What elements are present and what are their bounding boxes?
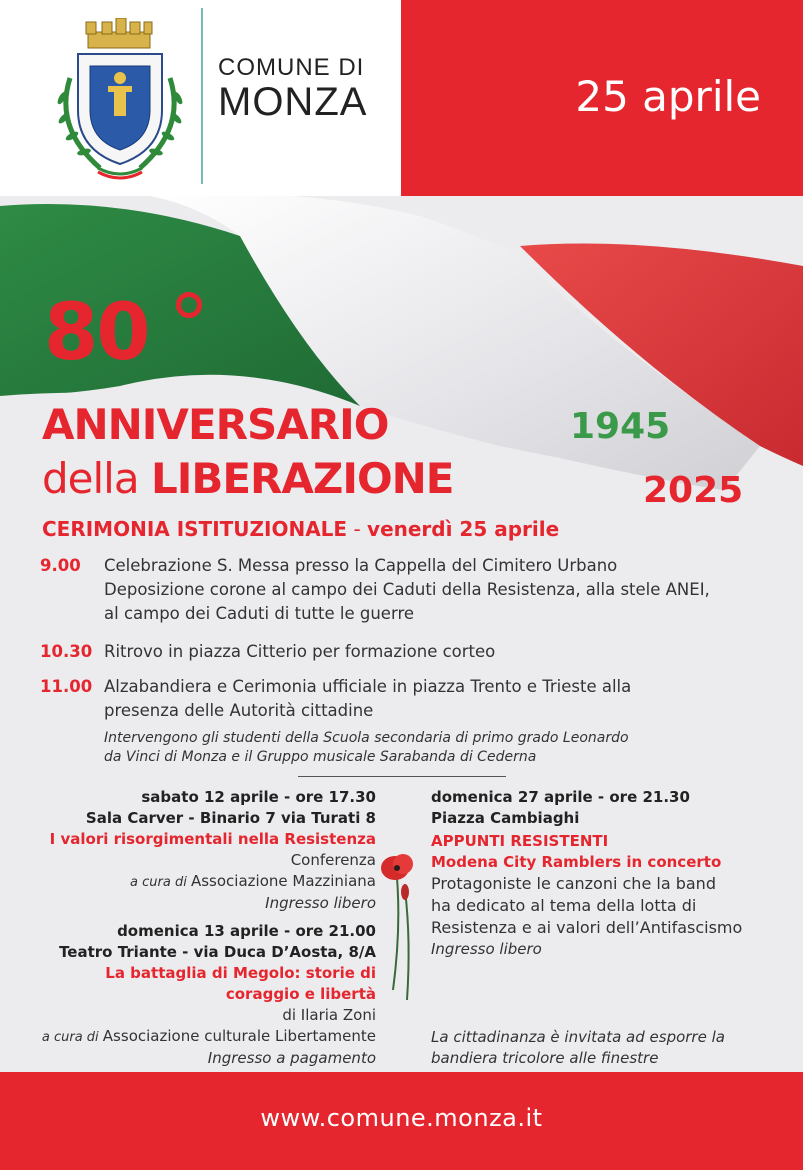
organizer-name: Associazione culturale Libertamente (102, 1027, 376, 1045)
event-subtitle: Modena City Ramblers in concerto (431, 853, 722, 871)
program-line: Deposizione corone al campo dei Caduti della Resistenza, alla stele ANEI, (104, 580, 710, 599)
year-end: 2025 (643, 470, 744, 511)
header-divider (201, 8, 203, 184)
ceremony-heading (42, 517, 559, 541)
title-della: della (42, 454, 151, 503)
date-text: 25 aprile (575, 72, 761, 121)
monza-coat-of-arms-icon (50, 18, 190, 183)
city-name: MONZA (218, 80, 368, 124)
event-entry: Ingresso libero (265, 894, 376, 912)
event-title: APPUNTI RESISTENTI (431, 832, 609, 850)
title-liberazione-bold: LIBERAZIONE (150, 454, 454, 503)
event-date: sabato 12 aprile - ore 17.30 (141, 788, 376, 806)
program-line: al campo dei Caduti di tutte le guerre (104, 604, 415, 623)
organizer-prefix: a cura di (41, 1030, 103, 1045)
title-anniversario: ANNIVERSARIO (42, 400, 389, 449)
program-note (104, 729, 744, 767)
event-type: Conferenza (290, 851, 376, 869)
event-place: Teatro Triante - via Duca D’Aosta, 8/A (59, 943, 376, 961)
event-conference (20, 787, 376, 914)
event-desc-line: ha dedicato al tema della lotta di (431, 896, 697, 915)
event-theatre (20, 921, 376, 1069)
ceremony-label: CERIMONIA ISTITUZIONALE (42, 517, 348, 541)
organizer-name: Associazione Mazziniana (190, 872, 376, 890)
degree-symbol (176, 292, 202, 318)
event-desc-line: Resistenza e ai valori dell’Antifascismo (431, 918, 743, 937)
event-title: La battaglia di Megolo: storie di (105, 964, 376, 982)
event-organizer (20, 1026, 376, 1048)
program-line: presenza delle Autorità cittadine (104, 701, 374, 720)
section-divider (298, 776, 506, 777)
poppy-flower-icon (375, 850, 435, 1010)
program-time: 9.00 (40, 556, 81, 575)
event-title: I valori risorgimentali nella Resistenza (49, 830, 376, 848)
program-desc (104, 554, 764, 626)
program-desc (104, 675, 764, 723)
event-date: domenica 13 aprile - ore 21.00 (117, 922, 376, 940)
invitation-note (431, 1027, 781, 1069)
invite-line: La cittadinanza è invitata ad esporre la (431, 1028, 725, 1046)
footer (0, 1072, 803, 1170)
comune-label: COMUNE DI (218, 54, 365, 81)
program-line: Celebrazione S. Messa presso la Cappella del Cimitero Urbano (104, 556, 618, 575)
note-line: Intervengono gli studenti della Scuola secondaria di primo grado Leonardo (104, 730, 629, 746)
invite-line: bandiera tricolore alle finestre (431, 1049, 659, 1067)
event-entry: Ingresso libero (431, 940, 542, 958)
year-start: 1945 (570, 406, 671, 447)
date-banner (401, 0, 803, 196)
event-entry: Ingresso a pagamento (207, 1049, 376, 1067)
ceremony-day: venerdì 25 aprile (367, 517, 560, 541)
ceremony-separator: - (347, 517, 368, 541)
event-concert (431, 787, 781, 960)
program-desc (104, 640, 764, 664)
program-line: Alzabandiera e Cerimonia ufficiale in piazza Trento e Trieste alla (104, 677, 632, 696)
event-desc-line: Protagoniste le canzoni che la band (431, 874, 716, 893)
program-time: 10.30 (40, 642, 93, 661)
event-place: Sala Carver - Binario 7 via Turati 8 (85, 809, 376, 827)
program-line: Ritrovo in piazza Citterio per formazione corteo (104, 642, 496, 661)
header (0, 0, 803, 196)
event-date: domenica 27 aprile - ore 21.30 (431, 788, 690, 806)
event-place: Piazza Cambiaghi (431, 809, 580, 827)
program-time: 11.00 (40, 677, 93, 696)
event-author: di Ilaria Zoni (282, 1006, 376, 1024)
note-line: da Vinci di Monza e il Gruppo musicale Sarabanda di Cederna (104, 749, 537, 765)
event-title: coraggio e libertà (225, 985, 376, 1003)
event-organizer (20, 871, 376, 893)
organizer-prefix: a cura di (130, 875, 191, 890)
anniversary-number: 80 (44, 288, 149, 378)
title-liberazione (42, 454, 454, 503)
website-link[interactable]: www.comune.monza.it (260, 1104, 543, 1132)
